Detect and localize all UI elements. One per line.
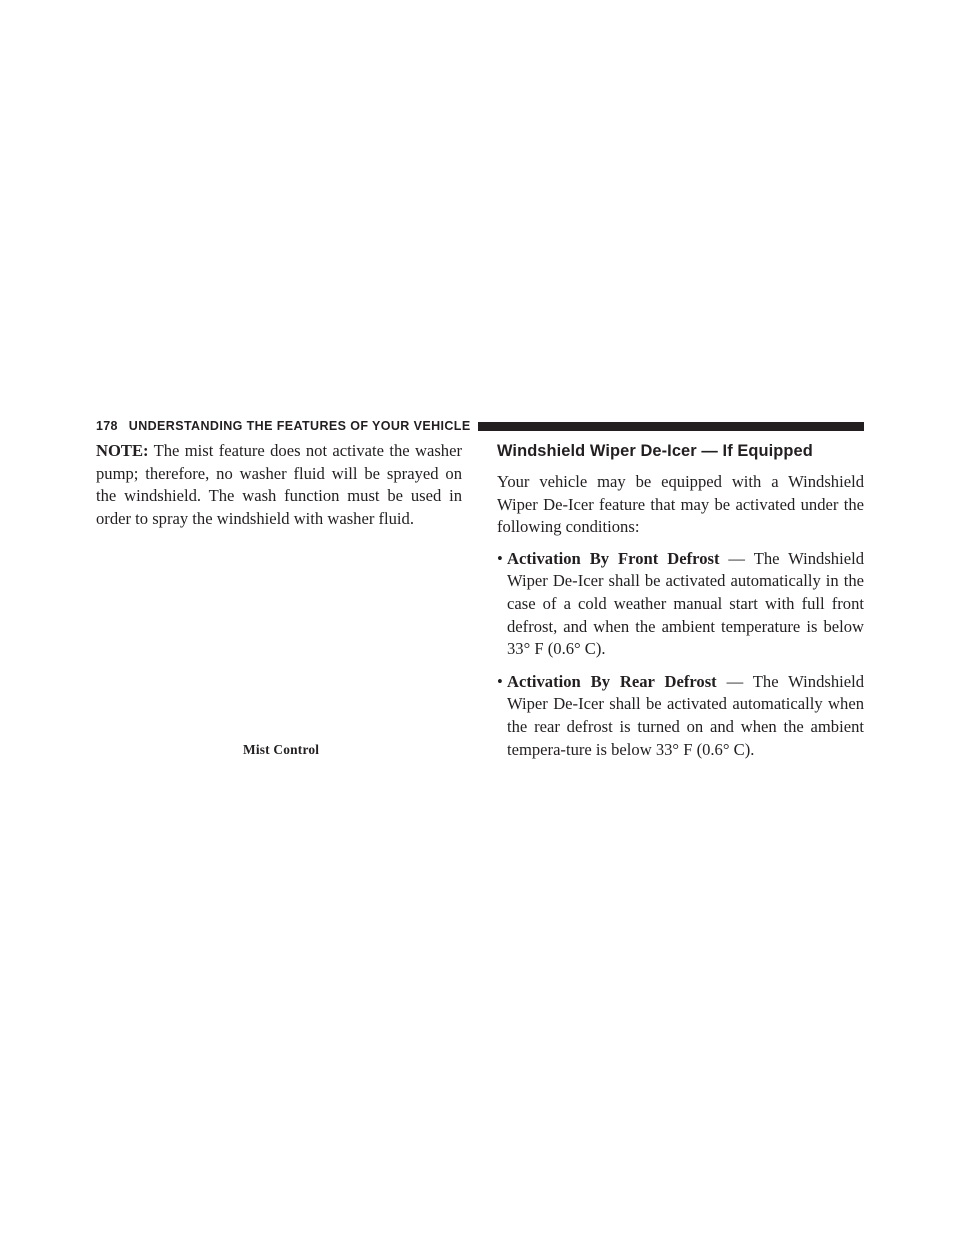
left-column <box>96 440 462 530</box>
section-title: UNDERSTANDING THE FEATURES OF YOUR VEHICLE <box>128 419 471 433</box>
bullet-icon: • <box>497 671 503 691</box>
page-header <box>96 418 864 434</box>
page-number: 178 <box>96 419 118 433</box>
header-rule <box>478 422 864 431</box>
bullet-label: Activation By Front Defrost <box>507 548 720 568</box>
figure-caption: Mist Control <box>243 742 320 757</box>
bullet-icon: • <box>497 548 503 568</box>
list-item-rear-defrost <box>497 671 864 761</box>
intro-paragraph: Your vehicle may be equipped with a Windshield Wiper De-Icer feature that may be activated under the following conditions: <box>497 472 864 537</box>
note-label: NOTE: <box>96 441 149 460</box>
list-item-front-defrost <box>497 548 864 661</box>
note-text: The mist feature does not activate the washer pump; therefore, no washer fluid will be sprayed on the windshield. The wash function must be used in order to spray the windshield with washer fluid. <box>96 441 462 528</box>
bullet-text: — The Windshield Wiper De-Icer shall be activated automatically when the rear defrost is turned on and when the ambient tempera-ture is below 33° F (0.6° C). <box>507 671 864 759</box>
note-paragraph <box>96 440 462 530</box>
bullet-text: — The Windshield Wiper De-Icer shall be activated automatically in the case of a cold weather manual start with full front defrost, and when the ambient temperature is below 33° F (0.6° C). <box>507 548 864 659</box>
section-heading: Windshield Wiper De-Icer — If Equipped <box>497 442 813 460</box>
right-column <box>497 440 864 771</box>
conditions-list <box>497 548 864 761</box>
bullet-label: Activation By Rear Defrost <box>507 671 717 691</box>
